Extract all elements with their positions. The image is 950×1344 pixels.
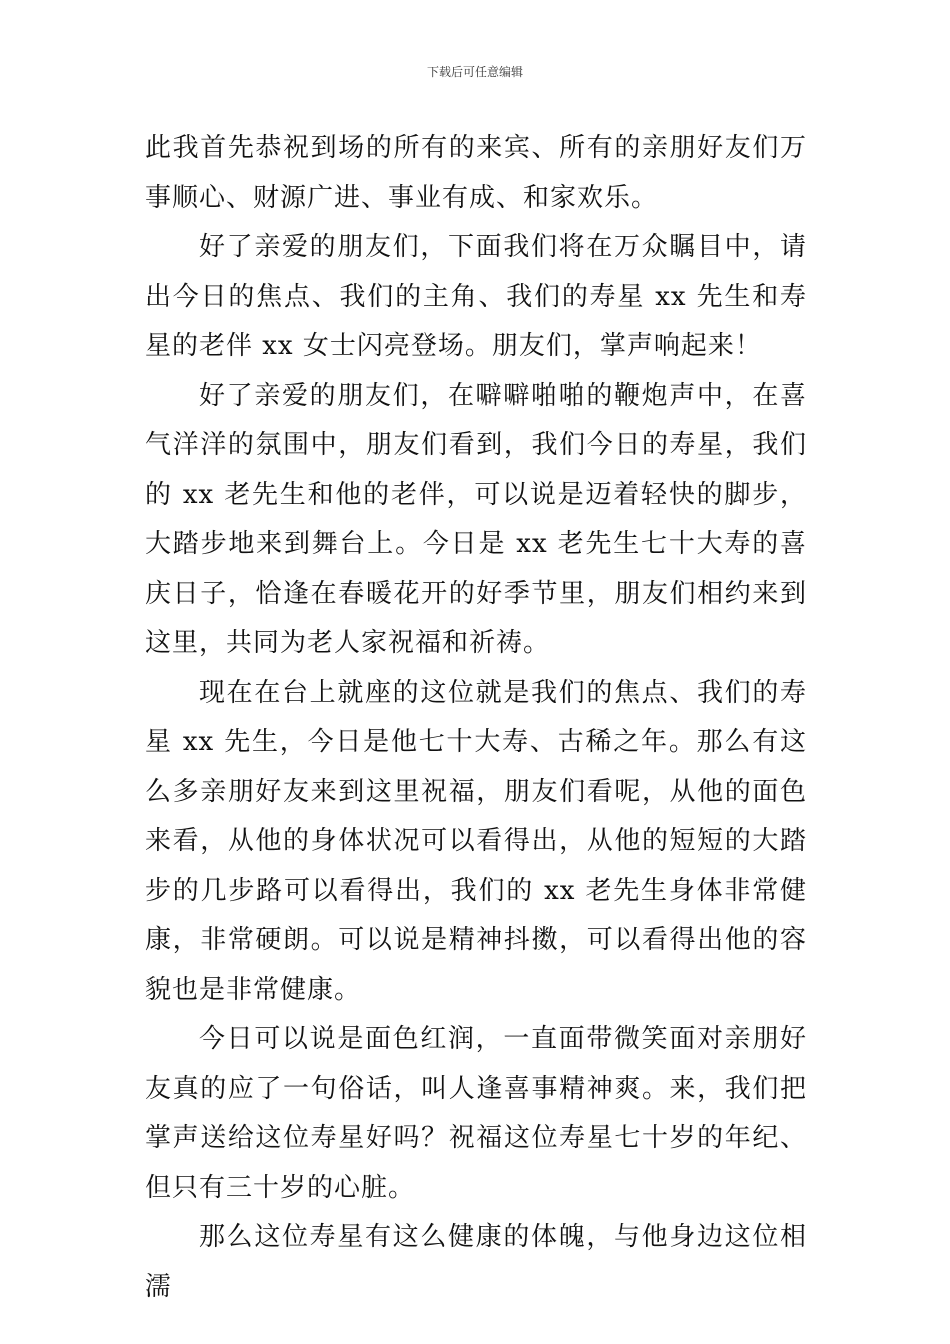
paragraph-1: 此我首先恭祝到场的所有的来宾、所有的亲朋好友们万事顺心、财源广进、事业有成、和家欢乐。 [145,133,807,213]
page-header: 下载后可任意编辑 [426,65,523,79]
paragraph-4: 现在在台上就座的这位就是我们的焦点、我们的寿星 xx 先生，今日是他七十大寿、古稀之年。那么有这么多亲朋好友来到这里祝福，朋友们看呢，从他的面色来看，从他的身体状况可以看得出，从他的短短的大踏步的几步路可以看得出，我们的 xx 老先生身体非常健康，非常硬朗。可以说是精神抖擞，可以看得出他的容貌也是非常健康。 [145,677,807,1005]
document-body [145,124,807,1312]
paragraph-5: 今日可以说是面色红润，一直面带微笑面对亲朋好友真的应了一句俗话，叫人逢喜事精神爽。来，我们把掌声送给这位寿星好吗？祝福这位寿星七十岁的年纪、但只有三十岁的心脏。 [145,1024,807,1203]
paragraph-6: 那么这位寿星有这么健康的体魄，与他身边这位相濡 [145,1222,807,1302]
paragraph-3: 好了亲爱的朋友们，在噼噼啪啪的鞭炮声中，在喜气洋洋的氛围中，朋友们看到，我们今日的寿星，我们的 xx 老先生和他的老伴，可以说是迈着轻快的脚步，大踏步地来到舞台上。今日是 xx 老先生七十大寿的喜庆日子，恰逢在春暖花开的好季节里，朋友们相约来到这里，共同为老人家祝福和祈祷。 [145,380,807,658]
paragraph-2: 好了亲爱的朋友们，下面我们将在万众瞩目中，请出今日的焦点、我们的主角、我们的寿星 xx 先生和寿星的老伴 xx 女士闪亮登场。朋友们，掌声响起来！ [145,232,807,361]
